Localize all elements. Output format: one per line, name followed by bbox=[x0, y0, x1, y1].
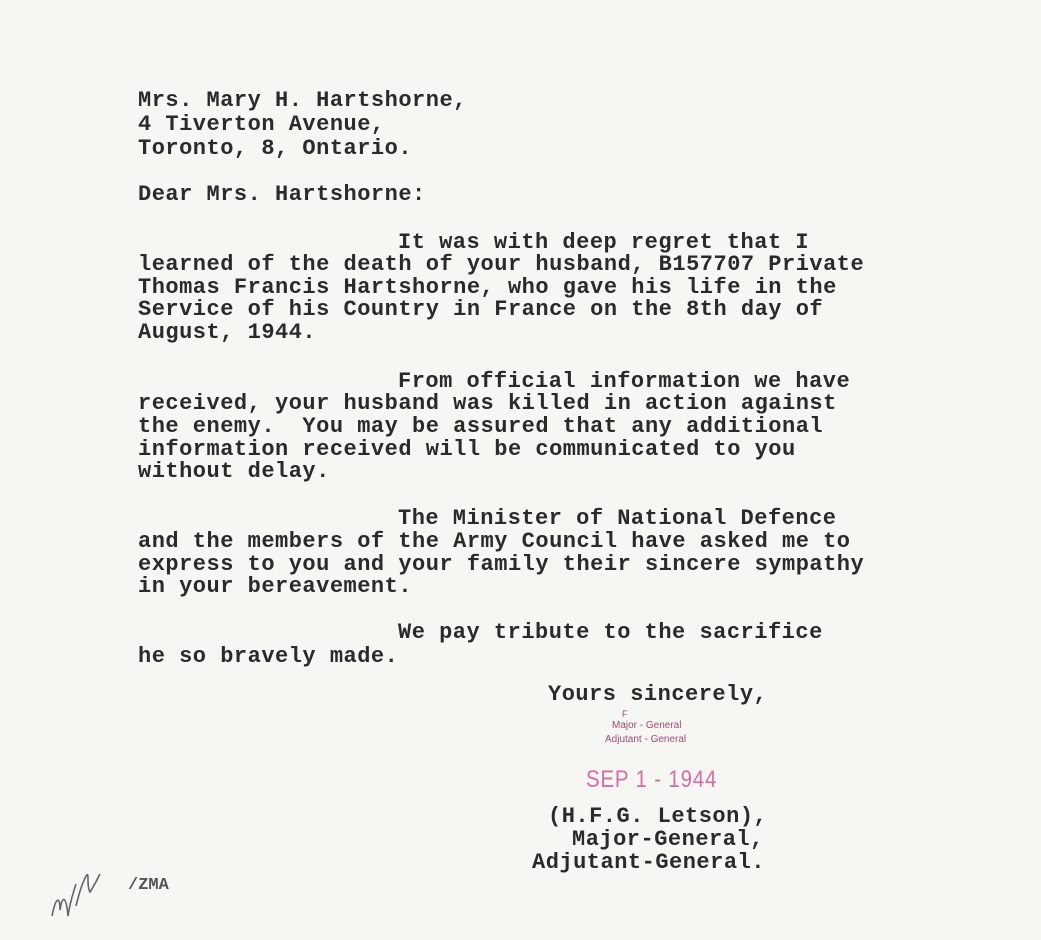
text-line: without delay. bbox=[138, 459, 330, 484]
text-line: From official information we have bbox=[398, 369, 851, 394]
closing: Yours sincerely, bbox=[548, 682, 768, 707]
address-line: 4 Tiverton Avenue, bbox=[138, 112, 385, 137]
text-line: Thomas Francis Hartshorne, who gave his life in the bbox=[138, 275, 837, 300]
signatory-name: (H.F.G. Letson), bbox=[548, 804, 768, 829]
signatory-title: Adjutant-General. bbox=[532, 850, 765, 875]
address-line: Toronto, 8, Ontario. bbox=[138, 136, 413, 161]
address-line: Mrs. Mary H. Hartshorne, bbox=[138, 88, 467, 113]
typist-initials: /ZMA bbox=[128, 876, 169, 895]
text-line: Service of his Country in France on the 8th day of bbox=[138, 297, 824, 322]
text-line: received, your husband was killed in action against bbox=[138, 391, 837, 416]
text-line: It was with deep regret that I bbox=[398, 230, 810, 255]
text-line: in your bereavement. bbox=[138, 574, 413, 599]
text-line: The Minister of National Defence bbox=[398, 506, 837, 531]
signatory-rank: Major-General, bbox=[572, 827, 764, 852]
stamp-title: Adjutant - General bbox=[605, 734, 687, 745]
stamp-rank: Major - General bbox=[612, 720, 682, 731]
text-line: he so bravely made. bbox=[138, 644, 399, 669]
text-line: the enemy. You may be assured that any additional bbox=[138, 414, 824, 439]
text-line: and the members of the Army Council have asked me to bbox=[138, 529, 851, 554]
date-stamp: SEP 1 - 1944 bbox=[586, 766, 718, 793]
stamp-name: F bbox=[622, 709, 628, 719]
text-line: express to you and your family their sincere sympathy bbox=[138, 552, 865, 577]
text-line: information received will be communicated to you bbox=[138, 437, 796, 462]
text-line: We pay tribute to the sacrifice bbox=[398, 620, 823, 645]
handwritten-initials bbox=[46, 866, 126, 936]
text-line: learned of the death of your husband, B157707 Private bbox=[138, 252, 865, 277]
text-line: August, 1944. bbox=[138, 320, 317, 345]
salutation: Dear Mrs. Hartshorne: bbox=[138, 182, 426, 207]
